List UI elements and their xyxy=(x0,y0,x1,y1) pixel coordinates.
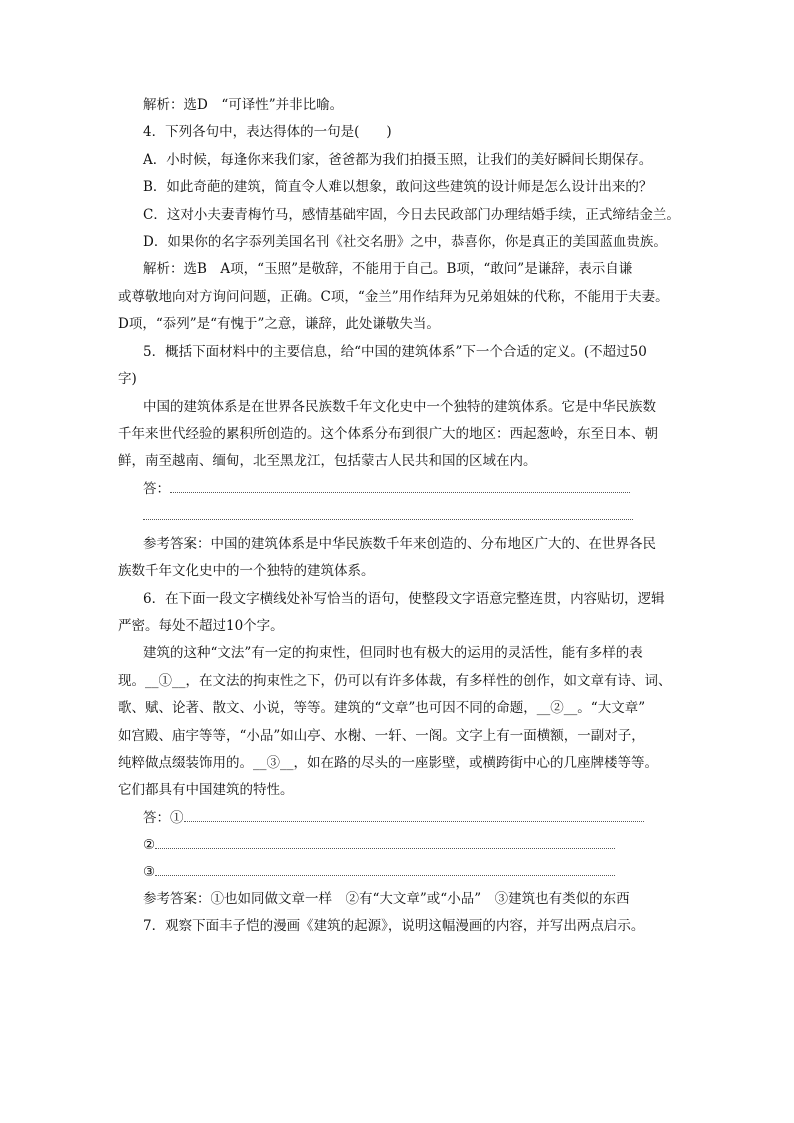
q4-analysis-line-2: 或尊敬地向对方询问问题，正确。C项，“金兰”用作结拜为兄弟姐妹的代称，不能用于夫妻。 xyxy=(118,289,669,305)
q6-stem-line-1: 6．在下面一段文字横线处补写恰当的语句，使整段文字语意完整连贯，内容贴切，逻辑 xyxy=(143,591,665,607)
q6-reference: 参考答案：①也如同做文章一样 ②有“大文章”或“小品” ③建筑也有类似的东西 xyxy=(143,891,630,907)
q3-analysis: 解析：选D “可译性”并非比喻。 xyxy=(143,97,344,113)
q6-answer-line-2[interactable] xyxy=(143,835,615,855)
q5-answer-label: 答： xyxy=(143,481,170,497)
q6-answer-label-2: ② xyxy=(143,837,156,853)
q4-stem: 4．下列各句中，表达得体的一句是( ) xyxy=(143,124,392,140)
q6-passage-line-5: 纯粹做点缀装饰用的。__③__，如在路的尽头的一座影壁，或横跨街中心的几座牌楼等等。 xyxy=(118,755,658,771)
q6-passage-line-3: 歌、赋、论著、散文、小说，等等。建筑的“文章”也可因不同的命题，__②__。“大文章” xyxy=(118,700,646,716)
q4-option-c: C．这对小夫妻青梅竹马，感情基础牢固，今日去民政部门办理结婚手续，正式缔结金兰。 xyxy=(143,207,680,223)
q6-passage-line-4: 如宫殿、庙宇等等，“小品”如山亭、水榭、一轩、一阁。文字上有一面横额，一副对子， xyxy=(118,728,645,744)
q5-reference-line-1: 参考答案：中国的建筑体系是中华民族数千年来创造的、分布地区广大的、在世界各民 xyxy=(143,536,656,552)
q5-answer-line[interactable] xyxy=(143,479,630,499)
q6-answer-label-1: 答：① xyxy=(143,810,184,826)
q4-option-b: B．如此奇葩的建筑，简直令人难以想象，敢问这些建筑的设计师是怎么设计出来的？ xyxy=(143,179,653,195)
q6-answer-label-3: ③ xyxy=(143,864,156,880)
q6-answer-blank-1[interactable] xyxy=(184,809,644,822)
q4-analysis-line-1: 解析：选B A项，“玉照”是敬辞，不能用于自己。B项，“敢问”是谦辞，表示自谦 xyxy=(143,261,633,277)
q4-option-d: D．如果你的名字忝列美国名刊《社交名册》之中，恭喜你，你是真正的美国蓝血贵族。 xyxy=(143,234,667,250)
q5-material-line-2: 千年来世代经验的累积所创造的。这个体系分布到很广大的地区：西起葱岭，东至日本、朝 xyxy=(118,426,658,442)
q6-passage-line-6: 它们都具有中国建筑的特性。 xyxy=(118,782,294,798)
q4-analysis-line-3: D项，“忝列”是“有愧于”之意，谦辞，此处谦敬失当。 xyxy=(118,316,440,332)
q6-stem-line-2: 严密。每处不超过10个字。 xyxy=(118,618,284,634)
q5-material-line-1: 中国的建筑体系是在世界各民族数千年文化史中一个独特的建筑体系。它是中华民族数 xyxy=(143,399,656,415)
q6-answer-blank-3[interactable] xyxy=(155,863,615,876)
q5-material-line-3: 鲜，南至越南、缅甸，北至黑龙江，包括蒙古人民共和国的区域在内。 xyxy=(118,453,537,469)
q6-answer-line-3[interactable] xyxy=(143,862,615,882)
q6-passage-line-2: 现。__①__，在文法的拘束性之下，仍可以有许多体裁，有多样性的创作，如文章有诗、词、 xyxy=(118,673,672,689)
q6-passage-line-1: 建筑的这种“文法”有一定的拘束性，但同时也有极大的运用的灵活性，能有多样的表 xyxy=(143,645,643,661)
q5-reference-line-2: 族数千年文化史中的一个独特的建筑体系。 xyxy=(118,563,375,579)
q6-answer-blank-2[interactable] xyxy=(155,836,615,849)
q5-answer-line-2[interactable] xyxy=(143,506,633,526)
q5-stem-line-2: 字) xyxy=(118,371,137,387)
q4-option-a: A．小时候，每逢你来我们家，爸爸都为我们拍摄玉照，让我们的美好瞬间长期保存。 xyxy=(143,152,653,168)
q5-answer-blank-1[interactable] xyxy=(170,480,630,493)
q6-answer-line-1[interactable] xyxy=(143,808,644,828)
q5-stem-line-1: 5．概括下面材料中的主要信息，给“中国的建筑体系”下一个合适的定义。(不超过50 xyxy=(143,344,647,360)
q7-stem: 7．观察下面丰子恺的漫画《建筑的起源》，说明这幅漫画的内容，并写出两点启示。 xyxy=(143,918,645,934)
q5-answer-blank-2[interactable] xyxy=(143,507,633,520)
